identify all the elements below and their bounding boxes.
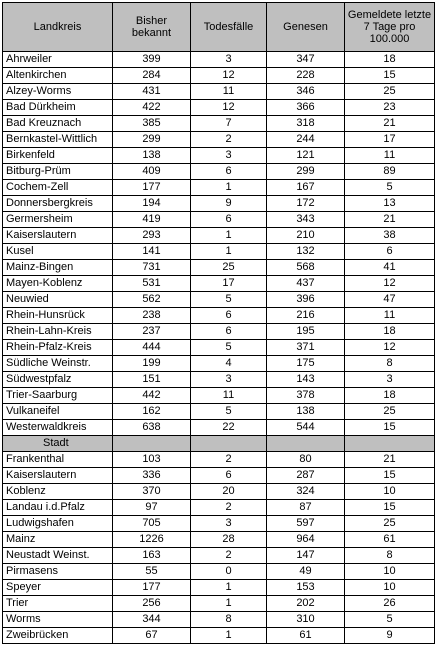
- cell-genesen: 371: [267, 340, 345, 356]
- cell-7-tage: 23: [345, 100, 435, 116]
- cell-todesfaelle: 6: [191, 468, 267, 484]
- cell-7-tage: 3: [345, 372, 435, 388]
- header-bisher-bekannt: Bisher bekannt: [113, 3, 191, 52]
- table-row: [3, 324, 435, 340]
- cell-genesen: 568: [267, 260, 345, 276]
- cell-name: Frankenthal: [3, 452, 113, 468]
- header-landkreis: Landkreis: [3, 3, 113, 52]
- cell-todesfaelle: 3: [191, 148, 267, 164]
- cell-todesfaelle: 6: [191, 212, 267, 228]
- cell-bisher-bekannt: 705: [113, 516, 191, 532]
- cell-bisher-bekannt: 55: [113, 564, 191, 580]
- cell-name: Rhein-Lahn-Kreis: [3, 324, 113, 340]
- cell-todesfaelle: 3: [191, 516, 267, 532]
- table-row: [3, 564, 435, 580]
- cell-genesen: 318: [267, 116, 345, 132]
- table-row: [3, 516, 435, 532]
- table-row: [3, 612, 435, 628]
- cell-7-tage: 25: [345, 516, 435, 532]
- cell-7-tage: 21: [345, 452, 435, 468]
- cell-genesen: 437: [267, 276, 345, 292]
- header-todesfaelle: Todesfälle: [191, 3, 267, 52]
- table-row: [3, 100, 435, 116]
- cell-7-tage: 18: [345, 388, 435, 404]
- cell-genesen: 287: [267, 468, 345, 484]
- table-row: [3, 340, 435, 356]
- table-row: [3, 196, 435, 212]
- cell-bisher-bekannt: 562: [113, 292, 191, 308]
- cell-7-tage: 18: [345, 324, 435, 340]
- section-label: Stadt: [3, 436, 113, 452]
- section-header: [3, 436, 435, 452]
- cell-name: Vulkaneifel: [3, 404, 113, 420]
- header-genesen: Genesen: [267, 3, 345, 52]
- table-row: [3, 164, 435, 180]
- table-row: [3, 260, 435, 276]
- cell-bisher-bekannt: 293: [113, 228, 191, 244]
- cell-7-tage: 13: [345, 196, 435, 212]
- section-cell: [267, 436, 345, 452]
- cell-todesfaelle: 6: [191, 164, 267, 180]
- cell-7-tage: 25: [345, 404, 435, 420]
- cell-name: Westerwaldkreis: [3, 420, 113, 436]
- cell-genesen: 143: [267, 372, 345, 388]
- cell-todesfaelle: 28: [191, 532, 267, 548]
- cell-name: Kaiserslautern: [3, 468, 113, 484]
- section-cell: [191, 436, 267, 452]
- cell-name: Worms: [3, 612, 113, 628]
- cell-7-tage: 9: [345, 628, 435, 644]
- cell-7-tage: 15: [345, 68, 435, 84]
- cell-name: Rhein-Pfalz-Kreis: [3, 340, 113, 356]
- cell-genesen: 167: [267, 180, 345, 196]
- table-row: [3, 420, 435, 436]
- cell-bisher-bekannt: 442: [113, 388, 191, 404]
- section-row-stadt: [3, 436, 435, 452]
- cell-bisher-bekannt: 162: [113, 404, 191, 420]
- table-row: [3, 52, 435, 68]
- cell-todesfaelle: 3: [191, 52, 267, 68]
- table-row: [3, 468, 435, 484]
- table-row: [3, 228, 435, 244]
- cell-bisher-bekannt: 1226: [113, 532, 191, 548]
- cell-genesen: 346: [267, 84, 345, 100]
- cell-name: Birkenfeld: [3, 148, 113, 164]
- cell-bisher-bekannt: 531: [113, 276, 191, 292]
- cell-bisher-bekannt: 103: [113, 452, 191, 468]
- cell-genesen: 378: [267, 388, 345, 404]
- table-row: [3, 628, 435, 644]
- cell-name: Bad Kreuznach: [3, 116, 113, 132]
- table-row: [3, 404, 435, 420]
- cell-todesfaelle: 2: [191, 548, 267, 564]
- cell-genesen: 172: [267, 196, 345, 212]
- cell-todesfaelle: 4: [191, 356, 267, 372]
- cell-genesen: 49: [267, 564, 345, 580]
- cell-name: Landau i.d.Pfalz: [3, 500, 113, 516]
- cell-bisher-bekannt: 199: [113, 356, 191, 372]
- cell-name: Trier-Saarburg: [3, 388, 113, 404]
- cell-bisher-bekannt: 97: [113, 500, 191, 516]
- cell-name: Trier: [3, 596, 113, 612]
- section-cell: [345, 436, 435, 452]
- cell-todesfaelle: 1: [191, 228, 267, 244]
- cell-7-tage: 26: [345, 596, 435, 612]
- cell-todesfaelle: 1: [191, 180, 267, 196]
- table-row: [3, 388, 435, 404]
- cell-bisher-bekannt: 238: [113, 308, 191, 324]
- cell-genesen: 366: [267, 100, 345, 116]
- cell-todesfaelle: 12: [191, 68, 267, 84]
- table-row: [3, 596, 435, 612]
- cell-name: Kusel: [3, 244, 113, 260]
- cell-7-tage: 21: [345, 212, 435, 228]
- cell-todesfaelle: 9: [191, 196, 267, 212]
- cell-bisher-bekannt: 385: [113, 116, 191, 132]
- cell-7-tage: 15: [345, 468, 435, 484]
- cell-genesen: 87: [267, 500, 345, 516]
- cell-bisher-bekannt: 731: [113, 260, 191, 276]
- cell-7-tage: 8: [345, 356, 435, 372]
- cell-todesfaelle: 25: [191, 260, 267, 276]
- table-row: [3, 148, 435, 164]
- cell-bisher-bekannt: 431: [113, 84, 191, 100]
- cell-bisher-bekannt: 284: [113, 68, 191, 84]
- cell-name: Ahrweiler: [3, 52, 113, 68]
- table-row: [3, 372, 435, 388]
- cell-7-tage: 12: [345, 276, 435, 292]
- cell-bisher-bekannt: 138: [113, 148, 191, 164]
- cell-todesfaelle: 3: [191, 372, 267, 388]
- stadt-rows: [3, 452, 435, 644]
- cell-name: Bad Dürkheim: [3, 100, 113, 116]
- cell-name: Südliche Weinstr.: [3, 356, 113, 372]
- cell-genesen: 343: [267, 212, 345, 228]
- cell-name: Pirmasens: [3, 564, 113, 580]
- cell-todesfaelle: 5: [191, 340, 267, 356]
- cell-name: Mainz: [3, 532, 113, 548]
- cell-7-tage: 89: [345, 164, 435, 180]
- cell-7-tage: 5: [345, 612, 435, 628]
- table-row: [3, 68, 435, 84]
- table-row: [3, 180, 435, 196]
- cell-genesen: 216: [267, 308, 345, 324]
- cell-bisher-bekannt: 237: [113, 324, 191, 340]
- cell-genesen: 597: [267, 516, 345, 532]
- cell-7-tage: 25: [345, 84, 435, 100]
- cell-todesfaelle: 11: [191, 388, 267, 404]
- cell-todesfaelle: 1: [191, 628, 267, 644]
- cell-todesfaelle: 5: [191, 404, 267, 420]
- cell-todesfaelle: 7: [191, 116, 267, 132]
- cell-todesfaelle: 6: [191, 324, 267, 340]
- cell-7-tage: 11: [345, 308, 435, 324]
- cell-todesfaelle: 8: [191, 612, 267, 628]
- cell-todesfaelle: 20: [191, 484, 267, 500]
- cell-7-tage: 41: [345, 260, 435, 276]
- cell-bisher-bekannt: 151: [113, 372, 191, 388]
- cell-7-tage: 21: [345, 116, 435, 132]
- cell-bisher-bekannt: 370: [113, 484, 191, 500]
- header-7-tage-inzidenz: Gemeldete letzte 7 Tage pro 100.000: [345, 3, 435, 52]
- cell-7-tage: 18: [345, 52, 435, 68]
- cell-bisher-bekannt: 409: [113, 164, 191, 180]
- cell-bisher-bekannt: 177: [113, 180, 191, 196]
- cell-name: Ludwigshafen: [3, 516, 113, 532]
- cell-bisher-bekannt: 444: [113, 340, 191, 356]
- cell-name: Bernkastel-Wittlich: [3, 132, 113, 148]
- cell-name: Speyer: [3, 580, 113, 596]
- cell-bisher-bekannt: 194: [113, 196, 191, 212]
- cell-name: Südwestpfalz: [3, 372, 113, 388]
- header-row: [3, 3, 435, 52]
- cell-todesfaelle: 22: [191, 420, 267, 436]
- cell-7-tage: 10: [345, 564, 435, 580]
- cell-bisher-bekannt: 422: [113, 100, 191, 116]
- table-row: [3, 500, 435, 516]
- cell-genesen: 244: [267, 132, 345, 148]
- cell-name: Neustadt Weinst.: [3, 548, 113, 564]
- cell-name: Bitburg-Prüm: [3, 164, 113, 180]
- cell-genesen: 324: [267, 484, 345, 500]
- cell-name: Altenkirchen: [3, 68, 113, 84]
- cell-genesen: 210: [267, 228, 345, 244]
- cell-todesfaelle: 5: [191, 292, 267, 308]
- cell-genesen: 310: [267, 612, 345, 628]
- table-row: [3, 212, 435, 228]
- cell-7-tage: 11: [345, 148, 435, 164]
- cell-genesen: 61: [267, 628, 345, 644]
- cell-genesen: 228: [267, 68, 345, 84]
- cell-name: Alzey-Worms: [3, 84, 113, 100]
- table-row: [3, 452, 435, 468]
- cell-todesfaelle: 11: [191, 84, 267, 100]
- cell-7-tage: 12: [345, 340, 435, 356]
- cell-bisher-bekannt: 256: [113, 596, 191, 612]
- table-row: [3, 580, 435, 596]
- cell-todesfaelle: 12: [191, 100, 267, 116]
- cell-name: Mainz-Bingen: [3, 260, 113, 276]
- table-row: [3, 276, 435, 292]
- table-row: [3, 532, 435, 548]
- cell-7-tage: 5: [345, 180, 435, 196]
- cell-name: Kaiserslautern: [3, 228, 113, 244]
- cell-todesfaelle: 1: [191, 244, 267, 260]
- cell-name: Germersheim: [3, 212, 113, 228]
- cell-bisher-bekannt: 299: [113, 132, 191, 148]
- covid-table: [2, 2, 435, 644]
- table-row: [3, 308, 435, 324]
- cell-bisher-bekannt: 638: [113, 420, 191, 436]
- cell-genesen: 132: [267, 244, 345, 260]
- cell-7-tage: 61: [345, 532, 435, 548]
- cell-7-tage: 38: [345, 228, 435, 244]
- cell-bisher-bekannt: 419: [113, 212, 191, 228]
- cell-genesen: 175: [267, 356, 345, 372]
- cell-todesfaelle: 1: [191, 596, 267, 612]
- cell-name: Mayen-Koblenz: [3, 276, 113, 292]
- cell-bisher-bekannt: 141: [113, 244, 191, 260]
- cell-7-tage: 47: [345, 292, 435, 308]
- cell-name: Cochem-Zell: [3, 180, 113, 196]
- table-row: [3, 116, 435, 132]
- table-row: [3, 356, 435, 372]
- cell-genesen: 153: [267, 580, 345, 596]
- cell-name: Donnersbergkreis: [3, 196, 113, 212]
- table-row: [3, 548, 435, 564]
- cell-todesfaelle: 17: [191, 276, 267, 292]
- cell-genesen: 544: [267, 420, 345, 436]
- cell-genesen: 80: [267, 452, 345, 468]
- cell-genesen: 121: [267, 148, 345, 164]
- cell-bisher-bekannt: 67: [113, 628, 191, 644]
- cell-genesen: 202: [267, 596, 345, 612]
- cell-genesen: 964: [267, 532, 345, 548]
- cell-todesfaelle: 2: [191, 452, 267, 468]
- landkreis-rows: [3, 52, 435, 436]
- cell-genesen: 138: [267, 404, 345, 420]
- table-row: [3, 244, 435, 260]
- cell-bisher-bekannt: 177: [113, 580, 191, 596]
- cell-7-tage: 15: [345, 420, 435, 436]
- cell-genesen: 147: [267, 548, 345, 564]
- cell-todesfaelle: 2: [191, 132, 267, 148]
- cell-7-tage: 10: [345, 580, 435, 596]
- cell-name: Neuwied: [3, 292, 113, 308]
- cell-7-tage: 15: [345, 500, 435, 516]
- table-row: [3, 132, 435, 148]
- cell-genesen: 347: [267, 52, 345, 68]
- cell-name: Koblenz: [3, 484, 113, 500]
- cell-7-tage: 10: [345, 484, 435, 500]
- section-cell: [113, 436, 191, 452]
- cell-7-tage: 8: [345, 548, 435, 564]
- table-row: [3, 84, 435, 100]
- cell-todesfaelle: 0: [191, 564, 267, 580]
- cell-genesen: 299: [267, 164, 345, 180]
- cell-bisher-bekannt: 163: [113, 548, 191, 564]
- cell-genesen: 195: [267, 324, 345, 340]
- cell-bisher-bekannt: 344: [113, 612, 191, 628]
- cell-todesfaelle: 2: [191, 500, 267, 516]
- cell-name: Zweibrücken: [3, 628, 113, 644]
- table-row: [3, 484, 435, 500]
- cell-7-tage: 6: [345, 244, 435, 260]
- cell-todesfaelle: 1: [191, 580, 267, 596]
- table-row: [3, 292, 435, 308]
- cell-7-tage: 17: [345, 132, 435, 148]
- cell-name: Rhein-Hunsrück: [3, 308, 113, 324]
- cell-bisher-bekannt: 399: [113, 52, 191, 68]
- cell-genesen: 396: [267, 292, 345, 308]
- cell-todesfaelle: 6: [191, 308, 267, 324]
- cell-bisher-bekannt: 336: [113, 468, 191, 484]
